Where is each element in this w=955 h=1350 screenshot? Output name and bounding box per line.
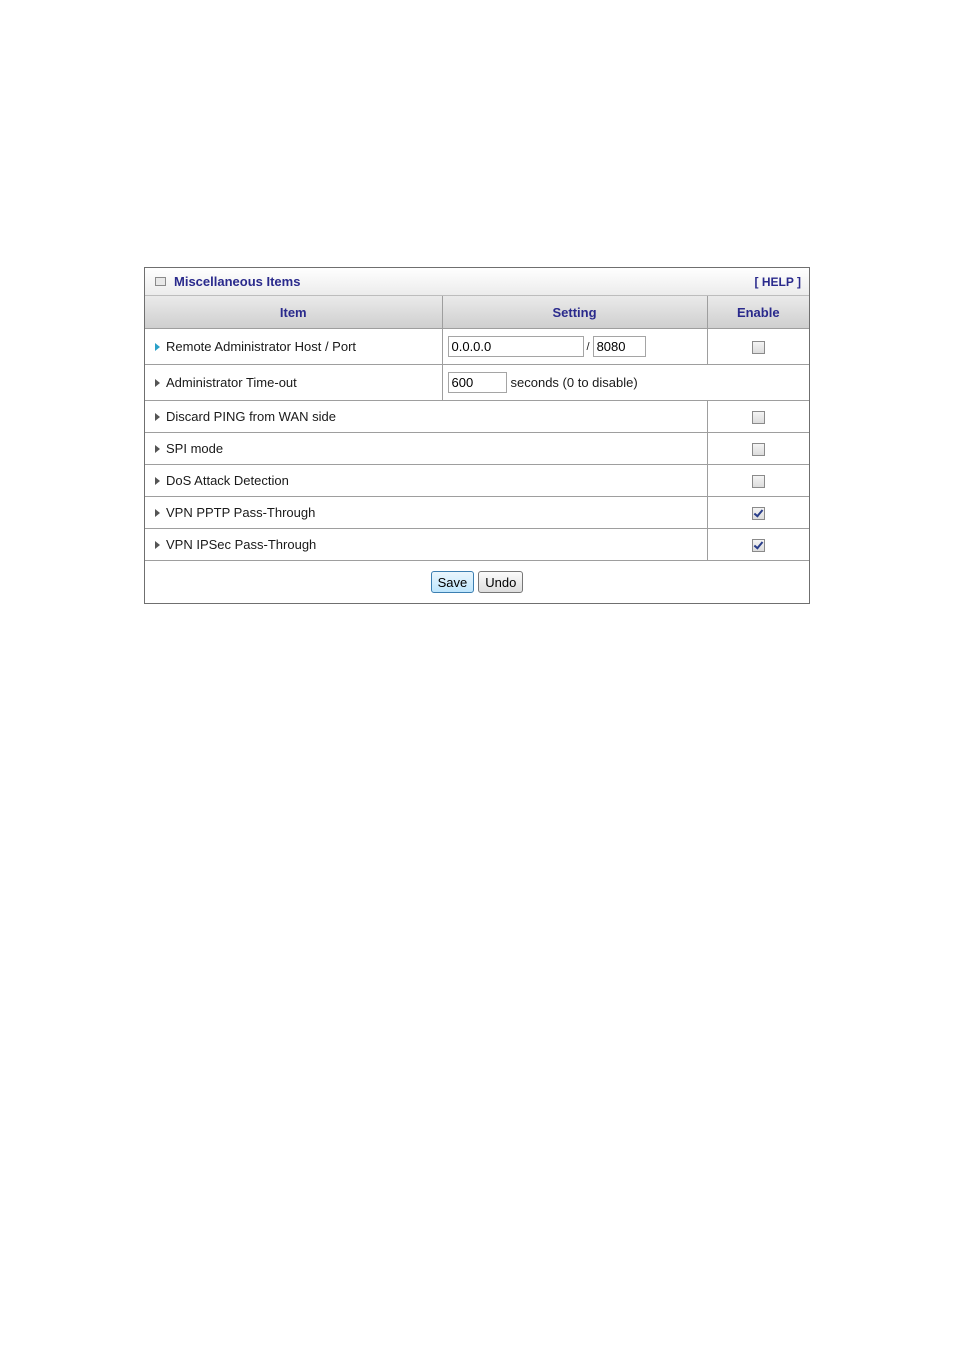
host-port-separator: / bbox=[586, 340, 590, 353]
button-row bbox=[145, 561, 809, 604]
row-vpn-ipsec bbox=[145, 529, 809, 561]
arrow-icon bbox=[155, 445, 160, 453]
row-dos-detection bbox=[145, 465, 809, 497]
timeout-unit-label: seconds (0 to disable) bbox=[510, 375, 638, 390]
arrow-icon bbox=[155, 541, 160, 549]
timeout-input[interactable] bbox=[448, 372, 507, 393]
row-label-vpn-pptp: VPN PPTP Pass-Through bbox=[166, 505, 316, 521]
spi-mode-checkbox[interactable] bbox=[752, 443, 765, 456]
row-remote-admin bbox=[145, 329, 809, 365]
arrow-icon bbox=[155, 509, 160, 517]
row-admin-timeout bbox=[145, 365, 809, 401]
misc-items-panel bbox=[144, 267, 810, 604]
undo-button[interactable]: Undo bbox=[478, 571, 523, 593]
section-icon bbox=[155, 277, 166, 286]
settings-table bbox=[145, 296, 809, 603]
row-vpn-pptp bbox=[145, 497, 809, 529]
panel-header bbox=[145, 268, 809, 296]
remote-host-input[interactable] bbox=[448, 336, 584, 357]
arrow-icon bbox=[155, 343, 160, 351]
panel-title: Miscellaneous Items bbox=[174, 274, 301, 289]
header-row bbox=[145, 296, 809, 329]
save-button[interactable]: Save bbox=[431, 571, 475, 593]
column-header-item: Item bbox=[145, 296, 442, 329]
column-header-setting: Setting bbox=[442, 296, 707, 329]
row-label-discard-ping: Discard PING from WAN side bbox=[166, 409, 336, 425]
vpn-ipsec-checkbox[interactable] bbox=[752, 539, 765, 552]
dos-detection-checkbox[interactable] bbox=[752, 475, 765, 488]
row-label-spi-mode: SPI mode bbox=[166, 441, 224, 457]
vpn-pptp-checkbox[interactable] bbox=[752, 507, 765, 520]
arrow-icon bbox=[155, 379, 160, 387]
arrow-icon bbox=[155, 413, 160, 421]
discard-ping-checkbox[interactable] bbox=[752, 411, 765, 424]
help-link[interactable]: [ HELP ] bbox=[754, 274, 801, 289]
remote-port-input[interactable] bbox=[593, 336, 646, 357]
row-label-admin-timeout: Administrator Time-out bbox=[166, 375, 297, 391]
row-spi-mode bbox=[145, 433, 809, 465]
row-label-remote-admin: Remote Administrator Host / Port bbox=[166, 339, 357, 355]
column-header-enable: Enable bbox=[707, 296, 809, 329]
row-discard-ping bbox=[145, 401, 809, 433]
arrow-icon bbox=[155, 477, 160, 485]
remote-admin-enable-checkbox[interactable] bbox=[752, 341, 765, 354]
row-label-dos-detection: DoS Attack Detection bbox=[166, 473, 289, 489]
row-label-vpn-ipsec: VPN IPSec Pass-Through bbox=[166, 537, 317, 553]
